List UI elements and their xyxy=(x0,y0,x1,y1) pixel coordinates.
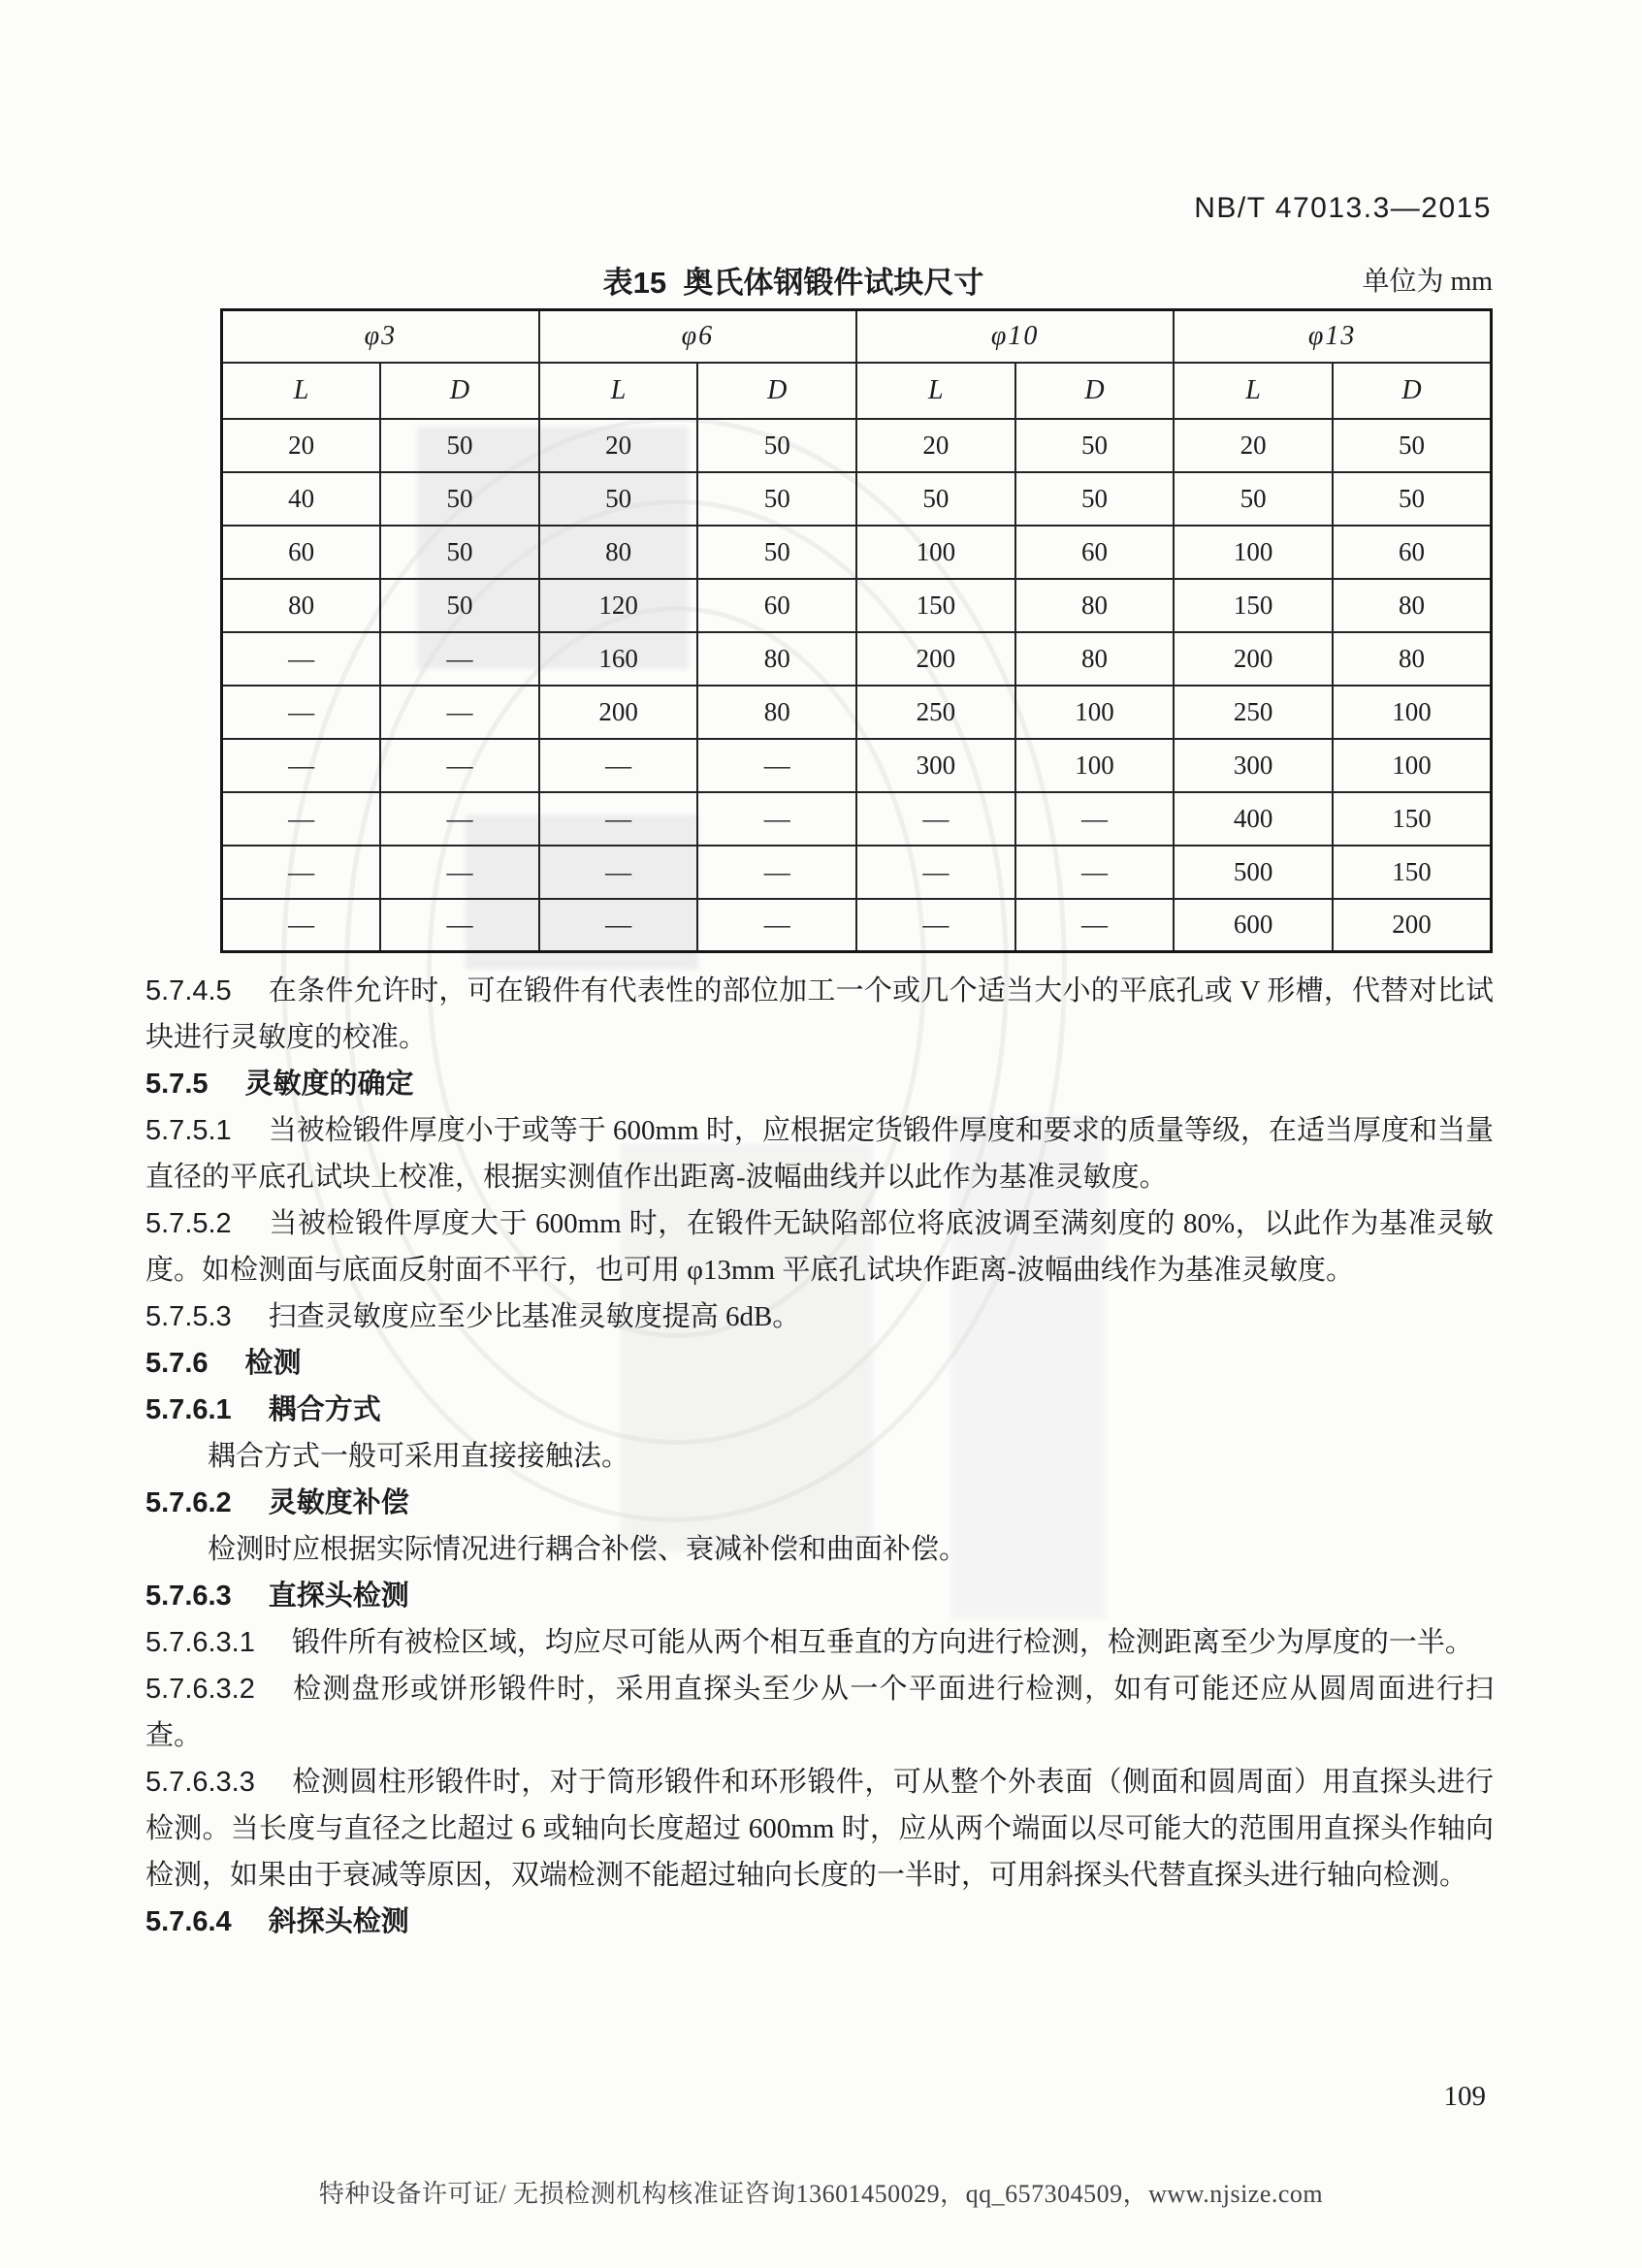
table-cell: — xyxy=(1015,792,1175,846)
table-cell: — xyxy=(697,846,856,899)
table-cell: 50 xyxy=(1333,472,1492,526)
table-cell: — xyxy=(697,899,856,952)
clause-number: 5.7.5.2 xyxy=(145,1208,232,1239)
clause-number: 5.7.6.1 xyxy=(145,1394,232,1425)
unit-label: 单位为 mm xyxy=(1362,267,1493,297)
table-cell: — xyxy=(222,686,381,739)
table-cell: 100 xyxy=(1333,686,1492,739)
table-row xyxy=(222,792,1492,846)
table-cell: 400 xyxy=(1174,792,1333,846)
table-cell: 80 xyxy=(1015,632,1175,686)
table-cell: 60 xyxy=(697,579,856,632)
table-cell: — xyxy=(222,846,381,899)
table-cell: 80 xyxy=(697,632,856,686)
column-subheader: L xyxy=(856,363,1015,419)
clause-number: 5.7.5 xyxy=(145,1069,209,1100)
table-cell: 100 xyxy=(1015,739,1175,792)
table-cell: — xyxy=(539,739,698,792)
table-cell: 50 xyxy=(380,472,539,526)
table-cell: 100 xyxy=(1174,526,1333,579)
table-cell: — xyxy=(380,846,539,899)
clause-number: 5.7.6.3.1 xyxy=(145,1627,255,1658)
table-cell: 20 xyxy=(856,419,1015,472)
table-cell: — xyxy=(380,632,539,686)
dimensions-table xyxy=(220,308,1493,953)
table-cell: 100 xyxy=(856,526,1015,579)
table-row xyxy=(222,419,1492,472)
clause-number: 5.7.4.5 xyxy=(145,975,232,1006)
clause-5-7-6-3-3: 5.7.6.3.3 检测圆柱形锻件时，对于筒形锻件和环形锻件，可从整个外表面（侧面和圆周面）用直探头进行检测。当长度与直径之比超过 6 或轴向长度超过 600mm 时，应从两个端面以尽可能大的范围用直探头作轴向检测，如果由于衰减等原因，双端检测不能超过轴向长度的一半时，可用斜探头代替直探头进行轴向检测。 xyxy=(145,1767,1494,1891)
table-cell: 150 xyxy=(1174,579,1333,632)
clause-number: 5.7.6.2 xyxy=(145,1487,232,1518)
table-cell: 50 xyxy=(856,472,1015,526)
column-group-header: φ10 xyxy=(856,310,1174,363)
clause-number: 5.7.6 xyxy=(145,1348,209,1379)
column-subheader: L xyxy=(539,363,698,419)
clause-5-7-6-1: 5.7.6.1 耦合方式 xyxy=(145,1394,381,1425)
table-cell: 80 xyxy=(1333,632,1492,686)
clause-5-7-6-3-2: 5.7.6.3.2 检测盘形或饼形锻件时，采用直探头至少从一个平面进行检测，如有可能还应从圆周面进行扫查。 xyxy=(145,1674,1494,1751)
table-cell: — xyxy=(697,739,856,792)
clause-number: 5.7.6.3.2 xyxy=(145,1674,255,1705)
table-cell: 500 xyxy=(1174,846,1333,899)
table-cell: 60 xyxy=(222,526,381,579)
table-cell: 50 xyxy=(380,579,539,632)
table-cell: 80 xyxy=(697,686,856,739)
column-subheader: D xyxy=(1333,363,1492,419)
table-subheader-row xyxy=(222,363,1492,419)
table-group-row xyxy=(222,310,1492,363)
table-cell: — xyxy=(539,899,698,952)
clause-5-7-5-2: 5.7.5.2 当被检锻件厚度大于 600mm 时，在锻件无缺陷部位将底波调至满刻度的 80%，以此作为基准灵敏度。如检测面与底面反射面不平行，也可用 φ13mm 平底孔试块作距离-波幅曲线作为基准灵敏度。 xyxy=(145,1208,1494,1286)
table-cell: 100 xyxy=(1333,739,1492,792)
clause-paragraph: 检测时应根据实际情况进行耦合补偿、衰减补偿和曲面补偿。 xyxy=(208,1534,968,1565)
table-cell: — xyxy=(380,739,539,792)
column-subheader: D xyxy=(380,363,539,419)
footer-note: 特种设备许可证/ 无损检测机构核准证咨询13601450029，qq_657304509，www.njsize.com xyxy=(318,2180,1324,2208)
table-cell: 160 xyxy=(539,632,698,686)
table-cell: — xyxy=(697,792,856,846)
table-cell: — xyxy=(380,686,539,739)
table-cell: — xyxy=(222,739,381,792)
table-row xyxy=(222,632,1492,686)
table-cell: 50 xyxy=(697,472,856,526)
table-cell: 50 xyxy=(697,419,856,472)
table-cell: 60 xyxy=(1333,526,1492,579)
table-cell: — xyxy=(539,846,698,899)
standard-number: NB/T 47013.3—2015 xyxy=(1194,192,1492,224)
column-group-header: φ13 xyxy=(1174,310,1491,363)
column-subheader: L xyxy=(222,363,381,419)
table-cell: 60 xyxy=(1015,526,1175,579)
table-row xyxy=(222,686,1492,739)
table-cell: 50 xyxy=(539,472,698,526)
column-subheader: D xyxy=(697,363,856,419)
table-cell: 150 xyxy=(1333,846,1492,899)
table-cell: 50 xyxy=(697,526,856,579)
table-cell: — xyxy=(222,899,381,952)
table-cell: 80 xyxy=(539,526,698,579)
column-group-header: φ3 xyxy=(222,310,539,363)
table-cell: 50 xyxy=(1015,472,1175,526)
table-cell: — xyxy=(1015,846,1175,899)
table-cell: 200 xyxy=(856,632,1015,686)
table-cell: 200 xyxy=(539,686,698,739)
clause-number: 5.7.5.1 xyxy=(145,1115,232,1146)
column-group-header: φ6 xyxy=(539,310,856,363)
clause-number: 5.7.5.3 xyxy=(145,1301,232,1332)
table-cell: 200 xyxy=(1333,899,1492,952)
clause-5-7-6-3: 5.7.6.3 直探头检测 xyxy=(145,1581,409,1612)
table-cell: — xyxy=(222,632,381,686)
clause-number: 5.7.6.4 xyxy=(145,1906,232,1937)
table-cell: — xyxy=(856,792,1015,846)
table-cell: 300 xyxy=(1174,739,1333,792)
table-cell: 40 xyxy=(222,472,381,526)
table-row xyxy=(222,846,1492,899)
table-cell: 50 xyxy=(380,526,539,579)
table-cell: 250 xyxy=(856,686,1015,739)
table-cell: 80 xyxy=(1333,579,1492,632)
table-cell: — xyxy=(539,792,698,846)
table-cell: — xyxy=(380,792,539,846)
table-cell: 100 xyxy=(1015,686,1175,739)
body-text xyxy=(145,968,1494,1945)
table-cell: 80 xyxy=(222,579,381,632)
table-cell: 300 xyxy=(856,739,1015,792)
clause-5-7-4-5: 5.7.4.5 在条件允许时，可在锻件有代表性的部位加工一个或几个适当大小的平底孔或 V 形槽，代替对比试块进行灵敏度的校准。 xyxy=(145,975,1494,1053)
table-cell: 80 xyxy=(1015,579,1175,632)
clause-paragraph: 耦合方式一般可采用直接接触法。 xyxy=(208,1441,630,1472)
table-row xyxy=(222,579,1492,632)
clause-5-7-6: 5.7.6 检测 xyxy=(145,1348,302,1379)
table-cell: — xyxy=(856,899,1015,952)
clause-number: 5.7.6.3.3 xyxy=(145,1767,255,1798)
table-cell: 600 xyxy=(1174,899,1333,952)
table-row xyxy=(222,899,1492,952)
table-cell: 200 xyxy=(1174,632,1333,686)
table-row xyxy=(222,472,1492,526)
table-title: 表15 奥氏体钢锻件试块尺寸 xyxy=(602,266,984,300)
table-cell: 250 xyxy=(1174,686,1333,739)
table-cell: 120 xyxy=(539,579,698,632)
page-number: 109 xyxy=(1443,2081,1486,2112)
table-cell: 20 xyxy=(1174,419,1333,472)
table-cell: 20 xyxy=(222,419,381,472)
table-head xyxy=(222,310,1492,419)
table-cell: — xyxy=(1015,899,1175,952)
column-subheader: D xyxy=(1015,363,1175,419)
table-caption-row xyxy=(220,258,1493,299)
clause-5-7-6-4: 5.7.6.4 斜探头检测 xyxy=(145,1906,409,1937)
table-cell: 150 xyxy=(1333,792,1492,846)
column-subheader: L xyxy=(1174,363,1333,419)
table-row xyxy=(222,526,1492,579)
clause-5-7-5-3: 5.7.5.3 扫查灵敏度应至少比基准灵敏度提高 6dB。 xyxy=(145,1301,801,1332)
clause-5-7-6-2: 5.7.6.2 灵敏度补偿 xyxy=(145,1487,409,1518)
table-cell: 50 xyxy=(1015,419,1175,472)
clause-5-7-5: 5.7.5 灵敏度的确定 xyxy=(145,1069,414,1100)
table-cell: 20 xyxy=(539,419,698,472)
clause-number: 5.7.6.3 xyxy=(145,1581,232,1612)
clause-5-7-6-3-1: 5.7.6.3.1 锻件所有被检区域，均应尽可能从两个相互垂直的方向进行检测，检测距离至少为厚度的一半。 xyxy=(145,1627,1473,1658)
table-cell: — xyxy=(222,792,381,846)
table-body xyxy=(222,419,1492,952)
table-cell: — xyxy=(856,846,1015,899)
table-cell: 50 xyxy=(1174,472,1333,526)
table-cell: 50 xyxy=(1333,419,1492,472)
table-cell: 150 xyxy=(856,579,1015,632)
table-cell: 50 xyxy=(380,419,539,472)
table-cell: — xyxy=(380,899,539,952)
clause-5-7-5-1: 5.7.5.1 当被检锻件厚度小于或等于 600mm 时，应根据定货锻件厚度和要求的质量等级，在适当厚度和当量直径的平底孔试块上校准，根据实测值作出距离-波幅曲线并以此作为基准灵敏度。 xyxy=(145,1115,1494,1193)
table-row xyxy=(222,739,1492,792)
